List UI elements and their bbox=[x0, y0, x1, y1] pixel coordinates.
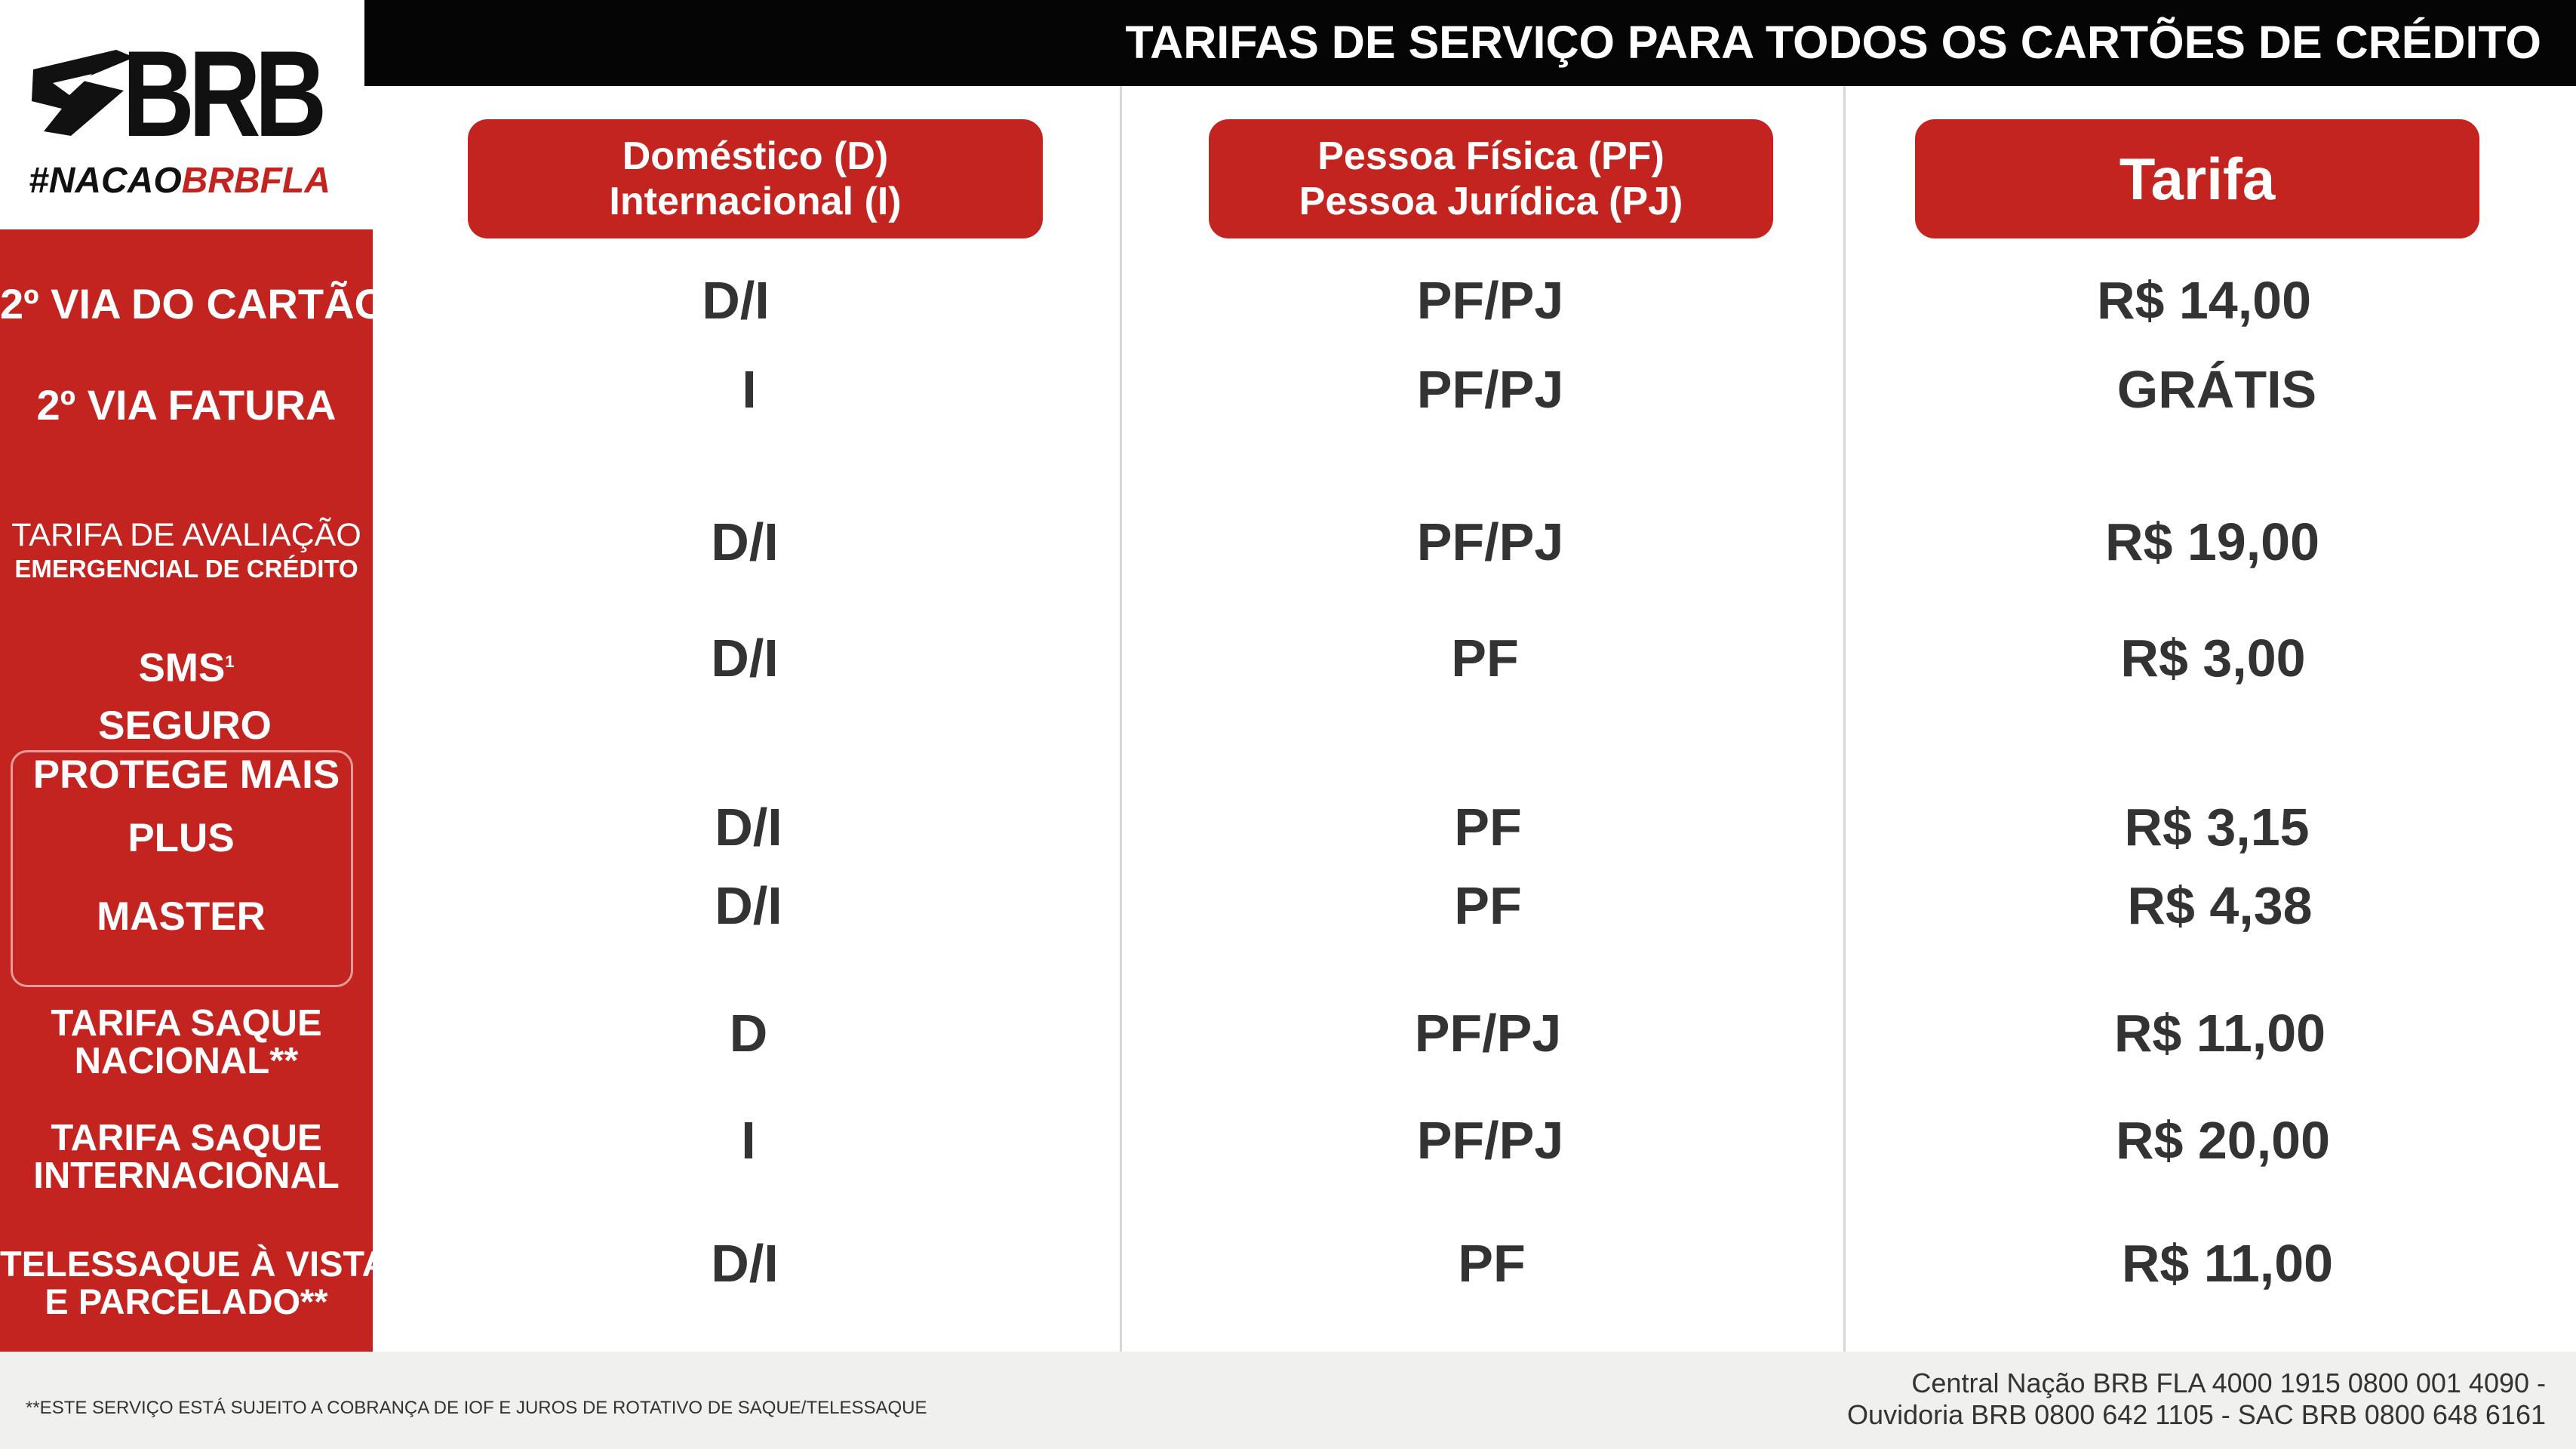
cell-tarifa: R$ 19,00 bbox=[2104, 512, 2320, 571]
column-header-pessoa-line2: Pessoa Jurídica (PJ) bbox=[1299, 180, 1683, 223]
row-label-plus: PLUS bbox=[128, 816, 235, 860]
cell-pessoa: PF/PJ bbox=[1416, 1111, 1564, 1170]
brb-logo-text: BRB bbox=[122, 26, 321, 162]
cell-tarifa: R$ 4,38 bbox=[2127, 876, 2313, 935]
column-header-tarifa-label: Tarifa bbox=[2119, 146, 2276, 212]
cell-tarifa: GRÁTIS bbox=[2116, 360, 2317, 419]
row-label-telessaque-line1: TELESSAQUE À VISTA bbox=[0, 1244, 388, 1284]
cell-tipo: I bbox=[742, 360, 757, 419]
cell-tipo: D bbox=[729, 1004, 768, 1063]
cell-tipo: I bbox=[741, 1111, 756, 1170]
hashtag-prefix: #NACAO bbox=[29, 161, 182, 201]
row-label-2-via-fatura: 2º VIA FATURA bbox=[36, 381, 337, 429]
sms-text: SMS bbox=[138, 645, 226, 691]
row-label-saque-nacional-line2: NACIONAL** bbox=[74, 1041, 299, 1081]
row-label-sms bbox=[0, 637, 373, 694]
column-header-tipo-line2: Internacional (I) bbox=[609, 180, 902, 223]
cell-pessoa: PF bbox=[1451, 629, 1519, 688]
cell-tipo: D/I bbox=[711, 629, 779, 688]
cell-tarifa: R$ 20,00 bbox=[2115, 1111, 2331, 1170]
cell-tarifa: R$ 3,00 bbox=[2120, 629, 2306, 688]
cell-tipo: D/I bbox=[702, 271, 770, 330]
cell-tipo: D/I bbox=[715, 876, 782, 935]
cell-tipo: D/I bbox=[711, 1234, 779, 1293]
footnote: **ESTE SERVIÇO ESTÁ SUJEITO A COBRANÇA DE IOF E JUROS DE ROTATIVO DE SAQUE/TELESSAQUE bbox=[26, 1398, 927, 1418]
row-label-avaliacao-line1: TARIFA DE AVALIAÇÃO bbox=[11, 517, 361, 553]
hashtag-suffix: BRBFLA bbox=[181, 161, 330, 201]
cell-pessoa: PF bbox=[1454, 798, 1522, 857]
cell-pessoa: PF bbox=[1454, 876, 1522, 935]
cell-pessoa: PF/PJ bbox=[1416, 512, 1564, 571]
contact-info bbox=[1847, 1367, 2546, 1431]
column-header-tipo-line1: Doméstico (D) bbox=[622, 134, 889, 178]
cell-tarifa: R$ 11,00 bbox=[2113, 1004, 2326, 1063]
sms-footnote-mark: 1 bbox=[225, 652, 235, 671]
cell-tarifa: R$ 3,15 bbox=[2124, 798, 2310, 857]
hashtag bbox=[29, 160, 330, 202]
cell-pessoa: PF bbox=[1458, 1234, 1526, 1293]
row-label-saque-nacional-line1: TARIFA SAQUE bbox=[51, 1003, 322, 1044]
cell-tipo: D/I bbox=[711, 512, 779, 571]
column-divider bbox=[1120, 86, 1122, 1352]
cell-tarifa: R$ 11,00 bbox=[2121, 1234, 2334, 1293]
contact-line-2: Ouvidoria BRB 0800 642 1105 - SAC BRB 0800 648 6161 bbox=[1847, 1399, 2546, 1430]
column-header-tarifa bbox=[1915, 119, 2479, 238]
brb-logo bbox=[23, 26, 340, 201]
row-label-2-via-cartao: 2º VIA DO CARTÃO bbox=[0, 280, 388, 328]
page-title: TARIFAS DE SERVIÇO PARA TODOS OS CARTÕES DE CRÉDITO bbox=[1125, 17, 2541, 68]
column-header-tipo bbox=[468, 119, 1043, 238]
row-label-saque-internacional-line2: INTERNACIONAL bbox=[33, 1155, 340, 1196]
cell-pessoa: PF/PJ bbox=[1416, 271, 1564, 330]
column-header-pessoa bbox=[1209, 119, 1773, 238]
row-label-avaliacao-line2: EMERGENCIAL DE CRÉDITO bbox=[14, 555, 358, 583]
cell-tipo: D/I bbox=[715, 798, 782, 857]
column-divider bbox=[1843, 86, 1846, 1352]
row-label-saque-internacional-line1: TARIFA SAQUE bbox=[51, 1118, 322, 1158]
row-label-sidebar bbox=[0, 229, 388, 1352]
seguro-title: SEGURO bbox=[83, 703, 287, 749]
row-label-master: MASTER bbox=[97, 894, 266, 939]
contact-line-1: Central Nação BRB FLA 4000 1915 0800 001 4090 - bbox=[1911, 1367, 2546, 1398]
cell-pessoa: PF/PJ bbox=[1414, 1004, 1562, 1063]
column-header-pessoa-line1: Pessoa Física (PF) bbox=[1317, 134, 1665, 178]
cell-tarifa: R$ 14,00 bbox=[2096, 271, 2312, 330]
cell-pessoa: PF/PJ bbox=[1416, 360, 1564, 419]
header-bar bbox=[364, 0, 2576, 86]
seguro-subtitle: PROTEGE MAIS bbox=[32, 752, 340, 797]
row-label-telessaque-line2: E PARCELADO** bbox=[45, 1281, 328, 1321]
